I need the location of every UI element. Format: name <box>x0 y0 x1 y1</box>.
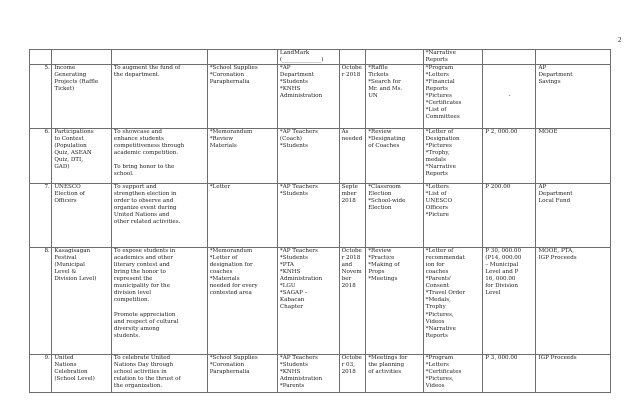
cell-strategies: *Review *Practice *Making of Props *Meetings <box>366 248 423 355</box>
cell-number: 7. <box>30 184 52 248</box>
table-row-continuation <box>30 50 611 65</box>
page-number: 2 <box>618 36 622 44</box>
cell-time-frame: Octobe r 2018 <box>339 65 366 129</box>
cell-activity: Income Generating Projects (Raffle Ticket) <box>52 65 112 129</box>
cell-resources <box>207 50 277 65</box>
cell-resources: *Memorandum *Review Materials <box>207 129 277 184</box>
cell-activity: Kasagisagan Festival (Municipal Level & Division Level) <box>52 248 112 355</box>
cell-strategies: *Raffle Tickets *Search for Mr. and Ms. UN <box>366 65 423 129</box>
cell-strategies <box>366 50 423 65</box>
cell-budget <box>483 50 536 65</box>
cell-strategies: *Meetings for the planning of activities <box>366 355 423 393</box>
cell-time-frame: Octobe r 03, 2018 <box>339 355 366 393</box>
cell-fund-source: MOOE <box>536 129 611 184</box>
cell-objective: To support and strengthen election in order to observe and organize event during United Nations and other related activities. <box>111 184 207 248</box>
cell-success-indicators: *Program *Letters *Financial Reports *Pictures *Certificates *List of Committees <box>423 65 483 129</box>
cell-number: 6. <box>30 129 52 184</box>
cell-success-indicators: *Program *Letters *Certificates *Pictures, Videos <box>423 355 483 393</box>
cell-time-frame: Septe mber 2018 <box>339 184 366 248</box>
cell-budget: P 3, 000.00 <box>483 355 536 393</box>
table-row <box>30 65 611 129</box>
table-row <box>30 248 611 355</box>
cell-activity: UNESCO Election of Officers <box>52 184 112 248</box>
cell-fund-source: AP Department Local Fund <box>536 184 611 248</box>
cell-number <box>30 50 52 65</box>
cell-fund-source: AP Department Savings <box>536 65 611 129</box>
cell-persons-involved: *AP Teachers *Students *PTA *KNHS Administration *LGU *SAGAP – Kabacan Chapter <box>277 248 339 355</box>
cell-resources: *Memorandum *Letter of designation for coaches *Materials needed for every contested area <box>207 248 277 355</box>
table-row <box>30 355 611 393</box>
cell-success-indicators: *Letters *List of UNESCO Officers *Picture <box>423 184 483 248</box>
cell-number: 9. <box>30 355 52 393</box>
cell-budget: P 30, 000.00 (P14, 000.00 – Municipal Level and P 16, 000.00 for Division Level <box>483 248 536 355</box>
table-row <box>30 184 611 248</box>
cell-budget: P 200.00 <box>483 184 536 248</box>
cell-objective <box>111 50 207 65</box>
cell-persons-involved: *AP Teachers *Students <box>277 184 339 248</box>
cell-number: 5. <box>30 65 52 129</box>
cell-fund-source: IGP Proceeds <box>536 355 611 393</box>
cell-budget: - <box>483 65 536 129</box>
cell-success-indicators: *Letter of recommendat ion for coaches *Parents' Consent *Travel Order *Medals, Trophy *Pictures, Videos *Narrative Reports <box>423 248 483 355</box>
cell-persons-involved: LandMark (______________) <box>277 50 339 65</box>
cell-objective: To augment the fund of the department. <box>111 65 207 129</box>
cell-fund-source: MOOE, PTA, IGP Proceeds <box>536 248 611 355</box>
cell-objective: To expose students in academics and other literary contest and bring the honor to represent the municipality for the division level competition. Promote appreciation and respect of cultural diversity among students. <box>111 248 207 355</box>
cell-strategies: *Classroom Election *School-wide Election <box>366 184 423 248</box>
table-row <box>30 129 611 184</box>
cell-persons-involved: *AP Teachers *Students *KNHS Administration *Parents <box>277 355 339 393</box>
cell-time-frame: As needed <box>339 129 366 184</box>
cell-success-indicators: *Letter of Designation *Pictures *Trophy, medals *Narrative Reports <box>423 129 483 184</box>
cell-success-indicators: *Narrative Reports <box>423 50 483 65</box>
cell-objective: To celebrate United Nations Day through school activities in relation to the thrust of the organization. <box>111 355 207 393</box>
cell-strategies: *Review *Designating of Coaches <box>366 129 423 184</box>
cell-resources: *School Supplies *Coronation Paraphernalia <box>207 355 277 393</box>
cell-activity: Participations to Contest (Population Quiz, ASEAN Quiz, DTI, GAD) <box>52 129 112 184</box>
cell-objective: To showcase and enhance students competitiveness through academic competition. To bring honor to the school. <box>111 129 207 184</box>
cell-number: 8. <box>30 248 52 355</box>
cell-persons-involved: *AP Department *Students *KNHS Administration <box>277 65 339 129</box>
cell-fund-source <box>536 50 611 65</box>
cell-activity: United Nations Celebration (School Level) <box>52 355 112 393</box>
cell-time-frame <box>339 50 366 65</box>
cell-budget: P 2, 000.00 <box>483 129 536 184</box>
cell-persons-involved: *AP Teachers (Coach) *Students <box>277 129 339 184</box>
cell-resources: *School Supplies *Coronation Paraphernalia <box>207 65 277 129</box>
cell-resources: *Letter <box>207 184 277 248</box>
cell-activity <box>52 50 112 65</box>
cell-time-frame: Octobe r 2018 and Novem ber 2018 <box>339 248 366 355</box>
action-plan-table <box>29 49 611 393</box>
